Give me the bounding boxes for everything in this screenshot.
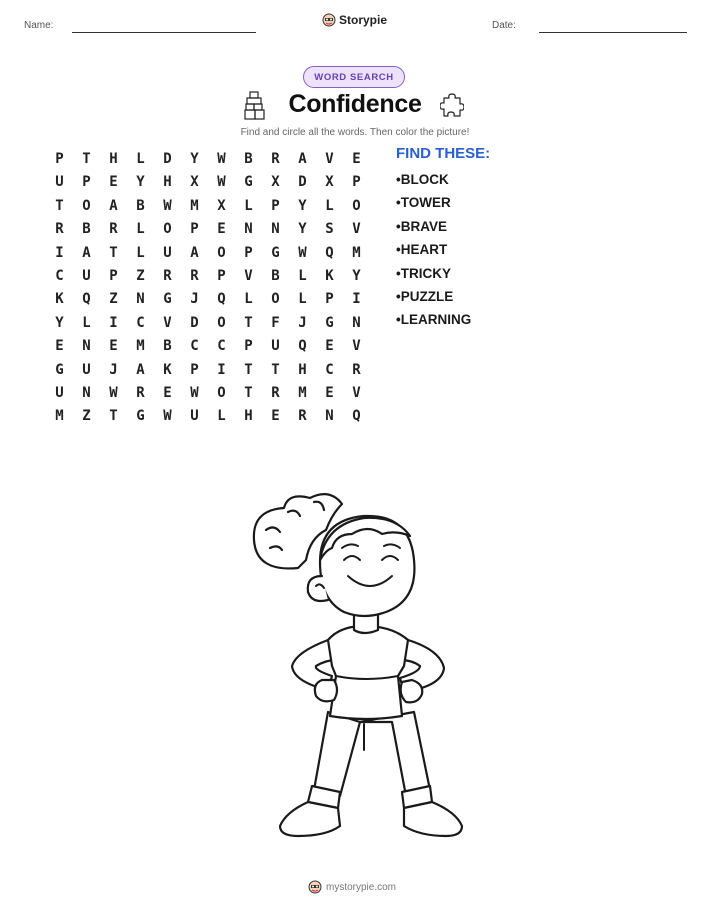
grid-letter: G <box>55 361 64 378</box>
grid-letter: N <box>82 338 91 355</box>
grid-letter: O <box>217 314 226 331</box>
grid-letter: T <box>244 384 253 401</box>
grid-letter: O <box>271 291 280 308</box>
grid-letter: P <box>352 174 361 191</box>
grid-letter: N <box>82 384 91 401</box>
grid-letter: P <box>190 361 199 378</box>
name-line <box>72 32 256 33</box>
grid-letter: N <box>244 221 253 238</box>
grid-letter: R <box>352 361 361 378</box>
grid-letter: W <box>217 174 226 191</box>
grid-letter: R <box>136 384 145 401</box>
grid-letter: B <box>244 151 253 167</box>
grid-letter: U <box>82 361 91 378</box>
puzzle-piece-icon <box>440 92 464 120</box>
grid-letter: G <box>325 314 334 331</box>
grid-letter: Q <box>352 408 361 425</box>
grid-letter: P <box>109 267 118 284</box>
footer <box>308 880 396 894</box>
grid-letter: A <box>109 197 118 214</box>
grid-letter: E <box>352 151 361 167</box>
grid-letter: U <box>190 408 199 425</box>
grid-letter: C <box>217 338 226 355</box>
grid-letter: Z <box>82 408 91 425</box>
grid-letter: C <box>325 361 334 378</box>
grid-letter: V <box>352 221 361 238</box>
grid-letter: N <box>271 221 280 238</box>
grid-letter: X <box>325 174 334 191</box>
grid-letter: I <box>217 361 226 378</box>
grid-letter: L <box>82 314 91 331</box>
storypie-logo-icon <box>322 13 336 27</box>
grid-letter: D <box>163 151 172 167</box>
grid-letter: H <box>109 151 118 167</box>
grid-letter: U <box>55 174 64 191</box>
grid-letter: V <box>352 384 361 401</box>
grid-letter: R <box>163 267 172 284</box>
grid-letter: T <box>109 244 118 261</box>
grid-letter: E <box>217 221 226 238</box>
grid-letter: L <box>325 197 334 214</box>
grid-letter: P <box>271 197 280 214</box>
grid-letter: O <box>352 197 361 214</box>
grid-letter: O <box>217 244 226 261</box>
grid-letter: C <box>136 314 145 331</box>
grid-letter: A <box>82 244 91 261</box>
grid-letter: R <box>55 221 64 238</box>
find-these-heading: FIND THESE: <box>396 145 491 162</box>
grid-letter: M <box>136 338 145 355</box>
grid-letter: P <box>82 174 91 191</box>
word-item: • TRICKY <box>396 264 471 287</box>
grid-letter: Z <box>136 267 145 284</box>
grid-letter: E <box>325 384 334 401</box>
grid-letter: R <box>271 384 280 401</box>
grid-letter: K <box>163 361 172 378</box>
grid-letter: B <box>271 267 280 284</box>
grid-letter: W <box>217 151 226 167</box>
grid-letter: B <box>136 197 145 214</box>
grid-letter: R <box>298 408 307 425</box>
name-label: Name: <box>24 20 54 31</box>
grid-letter: A <box>136 361 145 378</box>
grid-letter: D <box>190 314 199 331</box>
grid-letter: G <box>244 174 253 191</box>
confident-girl-illustration <box>236 490 476 860</box>
word-item: • LEARNING <box>396 310 471 333</box>
grid-letter: W <box>163 408 172 425</box>
grid-letter: T <box>82 151 91 167</box>
word-item: • TOWER <box>396 193 471 216</box>
word-list <box>396 170 471 334</box>
grid-letter: M <box>298 384 307 401</box>
word-search-grid <box>46 148 370 429</box>
grid-letter: E <box>325 338 334 355</box>
grid-letter: Q <box>298 338 307 355</box>
grid-letter: T <box>109 408 118 425</box>
grid-letter: L <box>298 267 307 284</box>
grid-letter: Y <box>298 221 307 238</box>
page-title: Confidence <box>288 90 422 118</box>
grid-letter: A <box>190 244 199 261</box>
grid-letter: L <box>244 197 253 214</box>
word-search-badge: WORD SEARCH <box>303 66 405 88</box>
grid-letter: H <box>163 174 172 191</box>
grid-letter: I <box>55 244 64 261</box>
grid-letter: P <box>244 244 253 261</box>
grid-letter: O <box>82 197 91 214</box>
grid-letter: L <box>136 244 145 261</box>
grid-letter: U <box>55 384 64 401</box>
grid-letter: L <box>217 408 226 425</box>
grid-letter: P <box>217 267 226 284</box>
grid-letter: P <box>244 338 253 355</box>
grid-letter: M <box>55 408 64 425</box>
grid-letter: N <box>136 291 145 308</box>
date-line <box>539 32 687 33</box>
grid-letter: B <box>163 338 172 355</box>
grid-letter: N <box>352 314 361 331</box>
grid-letter: E <box>163 384 172 401</box>
grid-letter: D <box>298 174 307 191</box>
grid-letter: C <box>190 338 199 355</box>
grid-letter: C <box>55 267 64 284</box>
grid-letter: H <box>244 408 253 425</box>
grid-letter: G <box>136 408 145 425</box>
instructions: Find and circle all the words. Then color the picture! <box>240 127 470 138</box>
grid-letter: T <box>55 197 64 214</box>
grid-letter: B <box>82 221 91 238</box>
word-item: • BRAVE <box>396 217 471 240</box>
grid-letter: U <box>82 267 91 284</box>
grid-letter: Y <box>55 314 64 331</box>
grid-letter: O <box>163 221 172 238</box>
grid-letter: U <box>163 244 172 261</box>
grid-letter: Y <box>190 151 199 167</box>
grid-letter: P <box>190 221 199 238</box>
grid-letter: P <box>325 291 334 308</box>
grid-letter: L <box>136 151 145 167</box>
grid-letter: W <box>109 384 118 401</box>
grid-letter: T <box>244 361 253 378</box>
grid-letter: X <box>271 174 280 191</box>
grid-letter: I <box>352 291 361 308</box>
grid-letter: R <box>190 267 199 284</box>
brand-name: Storypie <box>339 13 388 27</box>
grid-letter: J <box>109 361 118 378</box>
grid-letter: W <box>163 197 172 214</box>
grid-letter: F <box>271 314 280 331</box>
grid-letter: K <box>325 267 334 284</box>
grid-letter: E <box>271 408 280 425</box>
grid-letter: R <box>271 151 280 167</box>
grid-letter: T <box>271 361 280 378</box>
grid-letter: L <box>244 291 253 308</box>
grid-letter: P <box>55 151 64 167</box>
grid-letter: M <box>352 244 361 261</box>
grid-letter: I <box>109 314 118 331</box>
grid-letter: W <box>298 244 307 261</box>
grid-letter: E <box>109 174 118 191</box>
grid-letter: G <box>163 291 172 308</box>
grid-letter: J <box>298 314 307 331</box>
grid-letter: K <box>55 291 64 308</box>
word-item: • BLOCK <box>396 170 471 193</box>
grid-letter: Y <box>136 174 145 191</box>
grid-letter: R <box>109 221 118 238</box>
grid-letter: Y <box>352 267 361 284</box>
grid-letter: V <box>163 314 172 331</box>
grid-letter: L <box>136 221 145 238</box>
brand-logo <box>322 13 387 27</box>
storypie-logo-icon <box>308 880 322 894</box>
grid-letter: G <box>271 244 280 261</box>
grid-letter: W <box>190 384 199 401</box>
word-item: • PUZZLE <box>396 287 471 310</box>
grid-letter: Y <box>298 197 307 214</box>
grid-letter: V <box>244 267 253 284</box>
grid-letter: M <box>190 197 199 214</box>
grid-letter: E <box>55 338 64 355</box>
grid-letter: A <box>298 151 307 167</box>
grid-letter: Z <box>109 291 118 308</box>
grid-letter: N <box>325 408 334 425</box>
grid-letter: T <box>244 314 253 331</box>
grid-letter: Q <box>82 291 91 308</box>
grid-letter: E <box>109 338 118 355</box>
grid-letter: U <box>271 338 280 355</box>
grid-letter: S <box>325 221 334 238</box>
grid-letter: J <box>190 291 199 308</box>
word-item: • HEART <box>396 240 471 263</box>
grid-letter: X <box>190 174 199 191</box>
footer-url: mystorypie.com <box>326 881 397 893</box>
grid-letter: Q <box>325 244 334 261</box>
grid-letter: L <box>298 291 307 308</box>
grid-letter: Q <box>217 291 226 308</box>
grid-letter: V <box>352 338 361 355</box>
grid-letter: X <box>217 197 226 214</box>
grid-letter: H <box>298 361 307 378</box>
grid-letter: V <box>325 151 334 167</box>
grid-letter: O <box>217 384 226 401</box>
date-label: Date: <box>492 20 516 31</box>
